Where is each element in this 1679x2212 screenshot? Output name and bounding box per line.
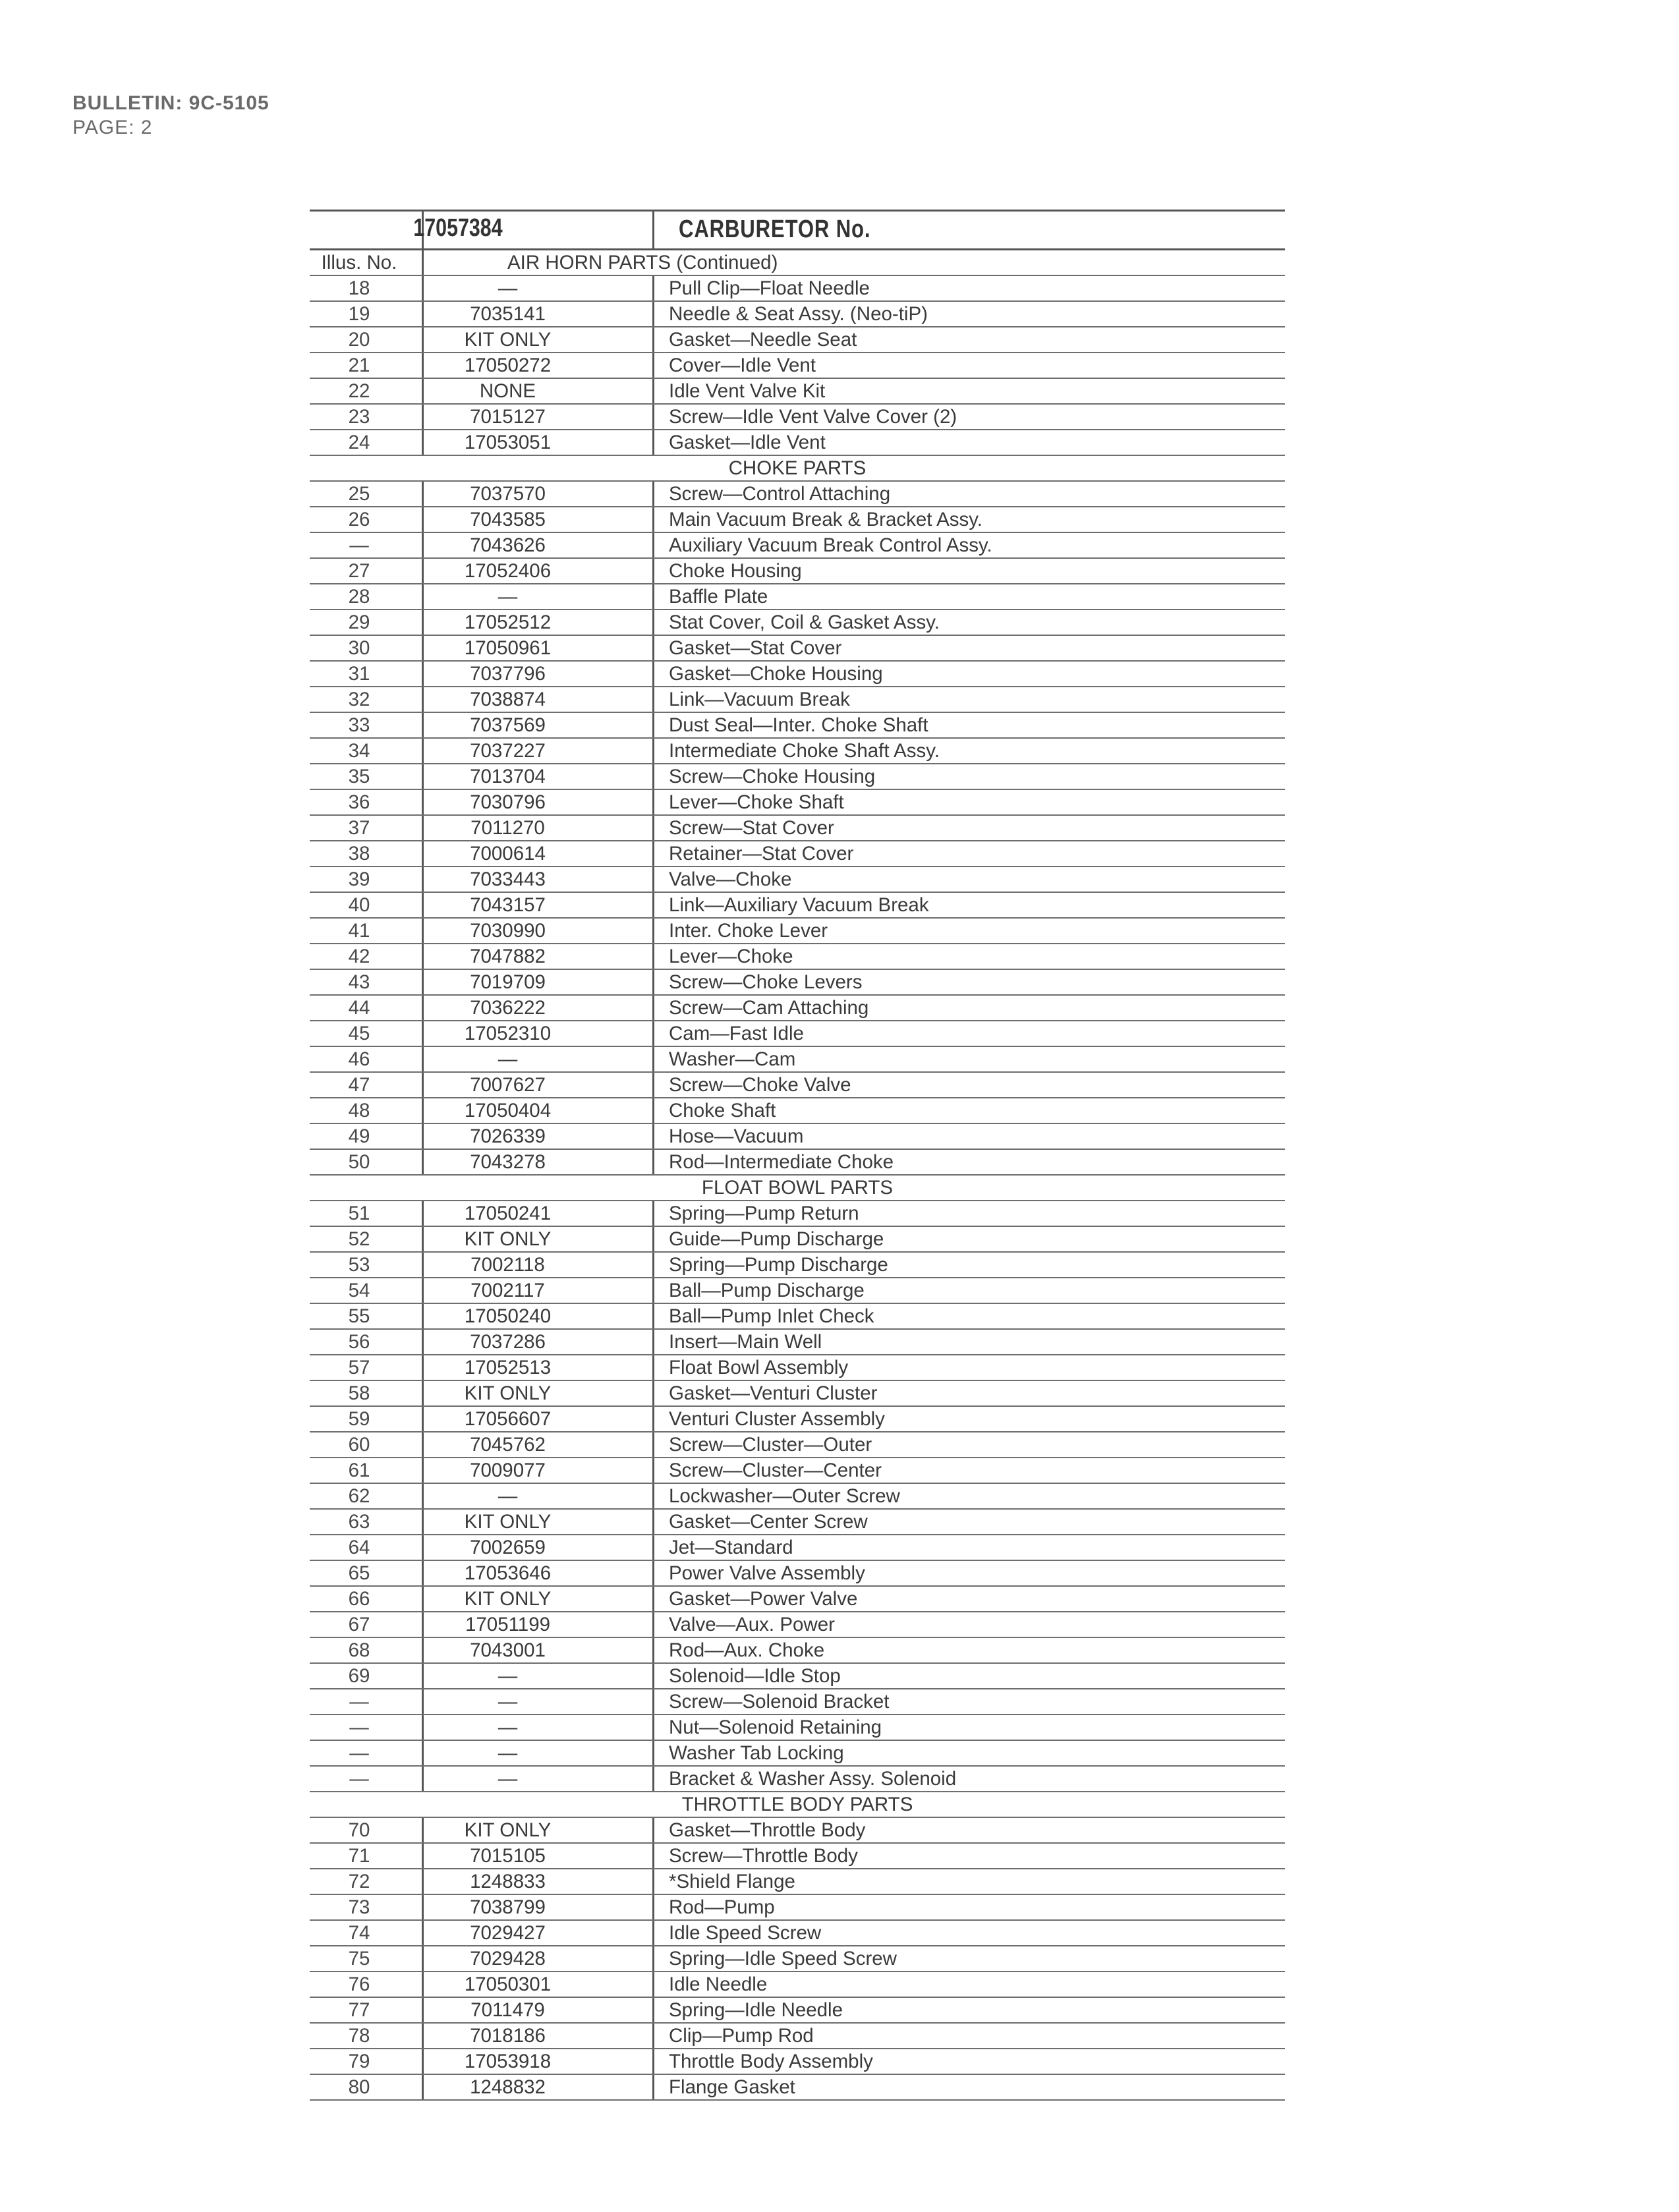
illus-number: 24 — [348, 432, 370, 453]
illus-number: 71 — [348, 1845, 370, 1867]
illus-number: 65 — [348, 1562, 370, 1584]
illus-number: 51 — [348, 1203, 370, 1224]
part-description: Screw—Choke Valve — [652, 1073, 1285, 1097]
table-row — [310, 2075, 1285, 2101]
illus-number: 37 — [348, 817, 370, 839]
column-divider — [422, 250, 424, 275]
section-title: FLOAT BOWL PARTS — [701, 1177, 894, 1199]
part-number: 7015127 — [422, 405, 592, 429]
illus-number: 79 — [348, 2051, 370, 2072]
illus-number: 66 — [348, 1588, 370, 1610]
illus-number: 77 — [348, 1999, 370, 2021]
part-number: 7037227 — [422, 739, 592, 763]
table-row — [310, 379, 1285, 405]
table-row — [310, 1535, 1285, 1561]
illus-number: 34 — [348, 740, 370, 762]
part-description: Gasket—Power Valve — [652, 1587, 1285, 1611]
page-number: PAGE: 2 — [72, 117, 153, 138]
illus-number: 50 — [348, 1151, 370, 1173]
table-row — [310, 687, 1285, 713]
part-description: Power Valve Assembly — [652, 1561, 1285, 1585]
part-description: Lever—Choke Shaft — [652, 790, 1285, 814]
part-description: Clip—Pump Rod — [652, 2024, 1285, 2048]
table-row — [310, 1355, 1285, 1381]
part-description: Retainer—Stat Cover — [652, 841, 1285, 866]
illus-number: 21 — [348, 354, 370, 376]
part-description: Gasket—Choke Housing — [652, 662, 1285, 686]
table-row — [310, 739, 1285, 764]
part-description: Choke Shaft — [652, 1098, 1285, 1123]
illus-number: 22 — [348, 380, 370, 402]
illus-number: 27 — [348, 560, 370, 582]
part-description: Jet—Standard — [652, 1535, 1285, 1560]
table-row — [310, 1689, 1285, 1715]
part-number: — — [422, 1767, 592, 1791]
table-row — [310, 996, 1285, 1021]
part-description: Link—Vacuum Break — [652, 687, 1285, 712]
illus-number: 19 — [348, 303, 370, 325]
part-number: 7045762 — [422, 1432, 592, 1457]
illus-number: 70 — [348, 1819, 370, 1841]
section-header — [310, 250, 1285, 276]
part-description: Link—Auxiliary Vacuum Break — [652, 893, 1285, 917]
table-row — [310, 1381, 1285, 1407]
part-description: Choke Housing — [652, 559, 1285, 583]
illus-number: 47 — [348, 1074, 370, 1096]
illus-number: 26 — [348, 509, 370, 530]
part-description: Guide—Pump Discharge — [652, 1227, 1285, 1251]
table-row — [310, 2049, 1285, 2075]
illus-number: 73 — [348, 1896, 370, 1918]
part-number: — — [422, 1484, 592, 1508]
part-description: Gasket—Throttle Body — [652, 1818, 1285, 1842]
illus-number: 40 — [348, 894, 370, 916]
illus-number: — — [349, 1768, 369, 1790]
illus-number: — — [349, 1716, 369, 1738]
illus-number: 80 — [348, 2076, 370, 2098]
part-description: Stat Cover, Coil & Gasket Assy. — [652, 610, 1285, 635]
illus-number: 41 — [348, 920, 370, 942]
illus-number: — — [349, 1691, 369, 1713]
part-number: 17052406 — [422, 559, 592, 583]
table-row — [310, 1432, 1285, 1458]
illus-number: 25 — [348, 483, 370, 505]
part-description: Rod—Intermediate Choke — [652, 1150, 1285, 1174]
part-number: 7043157 — [422, 893, 592, 917]
table-row — [310, 1741, 1285, 1767]
table-row — [310, 1998, 1285, 2024]
table-row — [310, 405, 1285, 430]
part-description: *Shield Flange — [652, 1869, 1285, 1894]
table-row — [310, 276, 1285, 302]
part-number: 7009077 — [422, 1458, 592, 1483]
part-number: 1248832 — [422, 2075, 592, 2099]
part-number: KIT ONLY — [422, 1510, 592, 1534]
table-row — [310, 507, 1285, 533]
table-row — [310, 713, 1285, 739]
part-description: Screw—Solenoid Bracket — [652, 1689, 1285, 1714]
illus-number: 31 — [348, 663, 370, 685]
part-number: 7033443 — [422, 867, 592, 892]
part-description: Insert—Main Well — [652, 1330, 1285, 1354]
section-header — [310, 456, 1285, 482]
table-row — [310, 1561, 1285, 1587]
part-number: 7026339 — [422, 1124, 592, 1149]
table-body — [310, 250, 1285, 2101]
table-row — [310, 430, 1285, 456]
part-number: 7011479 — [422, 1998, 592, 2022]
illus-number: 76 — [348, 1973, 370, 1995]
part-number: 17050272 — [422, 353, 592, 378]
bulletin-number: BULLETIN: 9C-5105 — [72, 92, 270, 114]
illus-number: 44 — [348, 997, 370, 1019]
table-row — [310, 841, 1285, 867]
part-number: 17053051 — [422, 430, 592, 455]
part-number: 17052310 — [422, 1021, 592, 1046]
part-description: Venturi Cluster Assembly — [652, 1407, 1285, 1431]
part-description: Nut—Solenoid Retaining — [652, 1715, 1285, 1740]
part-description: Cam—Fast Idle — [652, 1021, 1285, 1046]
table-row — [310, 1021, 1285, 1047]
illus-number: 29 — [348, 611, 370, 633]
table-row — [310, 1612, 1285, 1638]
illus-number: 36 — [348, 791, 370, 813]
part-description: Spring—Pump Return — [652, 1201, 1285, 1226]
part-number: 7029428 — [422, 1946, 592, 1971]
table-row — [310, 1124, 1285, 1150]
carburetor-label: CARBURETOR No. — [679, 215, 871, 243]
part-number: 7002117 — [422, 1278, 592, 1303]
part-description: Screw—Idle Vent Valve Cover (2) — [652, 405, 1285, 429]
part-description: Gasket—Venturi Cluster — [652, 1381, 1285, 1405]
illus-number: 43 — [348, 971, 370, 993]
part-number: KIT ONLY — [422, 1381, 592, 1405]
table-row — [310, 327, 1285, 353]
illus-number: 59 — [348, 1408, 370, 1430]
part-number: 17053918 — [422, 2049, 592, 2074]
part-description: Screw—Cam Attaching — [652, 996, 1285, 1020]
part-number: 1248833 — [422, 1869, 592, 1894]
table-row — [310, 1638, 1285, 1664]
part-description: Spring—Pump Discharge — [652, 1253, 1285, 1277]
illus-number: 78 — [348, 2025, 370, 2047]
part-description: Gasket—Stat Cover — [652, 636, 1285, 660]
illus-number: 38 — [348, 843, 370, 865]
table-row — [310, 867, 1285, 893]
illus-number: 54 — [348, 1280, 370, 1301]
part-number: KIT ONLY — [422, 1227, 592, 1251]
table-row — [310, 790, 1285, 816]
illus-number: 18 — [348, 277, 370, 299]
illus-number: 62 — [348, 1485, 370, 1507]
table-row — [310, 1767, 1285, 1792]
illus-number: 39 — [348, 868, 370, 890]
part-number: 7047882 — [422, 944, 592, 969]
part-description: Main Vacuum Break & Bracket Assy. — [652, 507, 1285, 532]
part-description: Gasket—Needle Seat — [652, 327, 1285, 352]
illus-number: 67 — [348, 1614, 370, 1635]
part-number: 17053646 — [422, 1561, 592, 1585]
table-header — [310, 210, 1285, 250]
part-description: Screw—Stat Cover — [652, 816, 1285, 840]
table-row — [310, 1047, 1285, 1073]
table-row — [310, 1201, 1285, 1227]
table-row — [310, 1895, 1285, 1921]
part-number: 7043626 — [422, 533, 592, 557]
part-description: Inter. Choke Lever — [652, 919, 1285, 943]
part-description: Idle Needle — [652, 1972, 1285, 1997]
part-description: Idle Speed Screw — [652, 1921, 1285, 1945]
part-number: 7043278 — [422, 1150, 592, 1174]
part-description: Float Bowl Assembly — [652, 1355, 1285, 1380]
part-description: Pull Clip—Float Needle — [652, 276, 1285, 300]
illus-number: 75 — [348, 1948, 370, 1970]
part-number: KIT ONLY — [422, 327, 592, 352]
table-row — [310, 1278, 1285, 1304]
part-description: Washer Tab Locking — [652, 1741, 1285, 1765]
illus-number: 55 — [348, 1305, 370, 1327]
part-description: Flange Gasket — [652, 2075, 1285, 2099]
part-number: KIT ONLY — [422, 1818, 592, 1842]
part-number: 7038874 — [422, 687, 592, 712]
illus-number: 61 — [348, 1460, 370, 1481]
part-number: 17050240 — [422, 1304, 592, 1328]
part-number: — — [422, 276, 592, 300]
part-description: Lever—Choke — [652, 944, 1285, 969]
table-row — [310, 1484, 1285, 1510]
illus-number: 72 — [348, 1871, 370, 1892]
part-number: 7030796 — [422, 790, 592, 814]
part-number: 7037286 — [422, 1330, 592, 1354]
section-header — [310, 1792, 1285, 1818]
section-title: CHOKE PARTS — [728, 457, 867, 479]
table-row — [310, 970, 1285, 996]
part-number: 7036222 — [422, 996, 592, 1020]
illus-number: 68 — [348, 1639, 370, 1661]
section-title: AIR HORN PARTS (Continued) — [507, 252, 778, 273]
table-row — [310, 482, 1285, 507]
section-title: THROTTLE BODY PARTS — [681, 1794, 913, 1815]
illus-number: 57 — [348, 1357, 370, 1378]
table-row — [310, 2024, 1285, 2049]
illus-number: 45 — [348, 1023, 370, 1044]
part-number: — — [422, 1741, 592, 1765]
part-description: Screw—Control Attaching — [652, 482, 1285, 506]
illus-number: 46 — [348, 1048, 370, 1070]
table-row — [310, 1253, 1285, 1278]
part-number: 17052512 — [422, 610, 592, 635]
illus-number: 30 — [348, 637, 370, 659]
table-row — [310, 893, 1285, 919]
illus-number: 28 — [348, 586, 370, 608]
part-number: 7043585 — [422, 507, 592, 532]
part-number: 7018186 — [422, 2024, 592, 2048]
table-row — [310, 533, 1285, 559]
table-row — [310, 1098, 1285, 1124]
part-description: Ball—Pump Discharge — [652, 1278, 1285, 1303]
illus-no-header: Illus. No. — [321, 252, 397, 273]
part-description: Screw—Throttle Body — [652, 1844, 1285, 1868]
part-description: Rod—Aux. Choke — [652, 1638, 1285, 1662]
illus-number: 60 — [348, 1434, 370, 1456]
part-description: Throttle Body Assembly — [652, 2049, 1285, 2074]
table-row — [310, 816, 1285, 841]
illus-number: 20 — [348, 329, 370, 351]
part-number: 7038799 — [422, 1895, 592, 1919]
table-row — [310, 584, 1285, 610]
part-number: 7002118 — [422, 1253, 592, 1277]
part-description: Idle Vent Valve Kit — [652, 379, 1285, 403]
illus-number: 33 — [348, 714, 370, 736]
part-description: Bracket & Washer Assy. Solenoid — [652, 1767, 1285, 1791]
table-row — [310, 1304, 1285, 1330]
part-description: Washer—Cam — [652, 1047, 1285, 1071]
illus-number: 69 — [348, 1665, 370, 1687]
part-number: 17050241 — [422, 1201, 592, 1226]
part-description: Screw—Choke Housing — [652, 764, 1285, 789]
illus-number: 58 — [348, 1382, 370, 1404]
part-description: Screw—Cluster—Center — [652, 1458, 1285, 1483]
table-row — [310, 1921, 1285, 1946]
illus-number: 52 — [348, 1228, 370, 1250]
part-number: 7029427 — [422, 1921, 592, 1945]
part-number: 17051199 — [422, 1612, 592, 1637]
table-row — [310, 1818, 1285, 1844]
table-row — [310, 559, 1285, 584]
table-row — [310, 1972, 1285, 1998]
table-row — [310, 636, 1285, 662]
part-number: 7000614 — [422, 841, 592, 866]
part-number: 7035141 — [422, 302, 592, 326]
table-row — [310, 1227, 1285, 1253]
illus-number: 35 — [348, 766, 370, 787]
part-description: Gasket—Idle Vent — [652, 430, 1285, 455]
illus-number: 56 — [348, 1331, 370, 1353]
part-number: 7037570 — [422, 482, 592, 506]
illus-number: 49 — [348, 1125, 370, 1147]
table-row — [310, 919, 1285, 944]
part-description: Lockwasher—Outer Screw — [652, 1484, 1285, 1508]
table-row — [310, 1869, 1285, 1895]
parts-table — [310, 210, 1285, 2101]
illus-number: 32 — [348, 689, 370, 710]
part-number: 17056607 — [422, 1407, 592, 1431]
part-description: Dust Seal—Inter. Choke Shaft — [652, 713, 1285, 737]
part-description: Screw—Choke Levers — [652, 970, 1285, 994]
part-description: Valve—Choke — [652, 867, 1285, 892]
part-number: 17050961 — [422, 636, 592, 660]
part-number: — — [422, 1715, 592, 1740]
table-row — [310, 1844, 1285, 1869]
part-description: Intermediate Choke Shaft Assy. — [652, 739, 1285, 763]
part-number: 7007627 — [422, 1073, 592, 1097]
table-row — [310, 1946, 1285, 1972]
part-description: Spring—Idle Speed Screw — [652, 1946, 1285, 1971]
part-description: Auxiliary Vacuum Break Control Assy. — [652, 533, 1285, 557]
part-number: — — [422, 1047, 592, 1071]
part-description: Hose—Vacuum — [652, 1124, 1285, 1149]
illus-number: 53 — [348, 1254, 370, 1276]
part-description: Screw—Cluster—Outer — [652, 1432, 1285, 1457]
table-row — [310, 1510, 1285, 1535]
part-number: 7043001 — [422, 1638, 592, 1662]
part-number: 7013704 — [422, 764, 592, 789]
part-number: 7011270 — [422, 816, 592, 840]
part-number: — — [422, 1689, 592, 1714]
table-row — [310, 1458, 1285, 1484]
part-number: 7030990 — [422, 919, 592, 943]
part-description: Rod—Pump — [652, 1895, 1285, 1919]
table-row — [310, 1715, 1285, 1741]
part-description: Cover—Idle Vent — [652, 353, 1285, 378]
column-divider — [652, 212, 654, 248]
illus-number: — — [349, 534, 369, 556]
part-number: KIT ONLY — [422, 1587, 592, 1611]
part-description: Needle & Seat Assy. (Neo-tiP) — [652, 302, 1285, 326]
table-row — [310, 1073, 1285, 1098]
table-row — [310, 1587, 1285, 1612]
part-number: 17050404 — [422, 1098, 592, 1123]
table-row — [310, 353, 1285, 379]
table-row — [310, 1150, 1285, 1176]
part-description: Baffle Plate — [652, 584, 1285, 609]
part-number: — — [422, 584, 592, 609]
illus-number: 42 — [348, 946, 370, 967]
illus-number: 74 — [348, 1922, 370, 1944]
illus-number: 23 — [348, 406, 370, 428]
part-number: NONE — [422, 379, 592, 403]
table-row — [310, 764, 1285, 790]
table-row — [310, 1330, 1285, 1355]
table-row — [310, 662, 1285, 687]
part-description: Valve—Aux. Power — [652, 1612, 1285, 1637]
part-number: 17050301 — [422, 1972, 592, 1997]
part-description: Solenoid—Idle Stop — [652, 1664, 1285, 1688]
part-number: 7015105 — [422, 1844, 592, 1868]
illus-number: 63 — [348, 1511, 370, 1533]
table-row — [310, 1664, 1285, 1689]
illus-number: 48 — [348, 1100, 370, 1121]
part-number: 17052513 — [422, 1355, 592, 1380]
part-number: 7037796 — [422, 662, 592, 686]
section-header — [310, 1176, 1285, 1201]
part-description: Ball—Pump Inlet Check — [652, 1304, 1285, 1328]
table-row — [310, 1407, 1285, 1432]
carburetor-number: 17057384 — [413, 214, 503, 242]
table-row — [310, 610, 1285, 636]
table-row — [310, 944, 1285, 970]
part-description: Spring—Idle Needle — [652, 1998, 1285, 2022]
part-number: 7037569 — [422, 713, 592, 737]
illus-number: 64 — [348, 1537, 370, 1558]
part-number: — — [422, 1664, 592, 1688]
part-description: Gasket—Center Screw — [652, 1510, 1285, 1534]
illus-number: — — [349, 1742, 369, 1764]
table-row — [310, 302, 1285, 327]
part-number: 7019709 — [422, 970, 592, 994]
part-number: 7002659 — [422, 1535, 592, 1560]
